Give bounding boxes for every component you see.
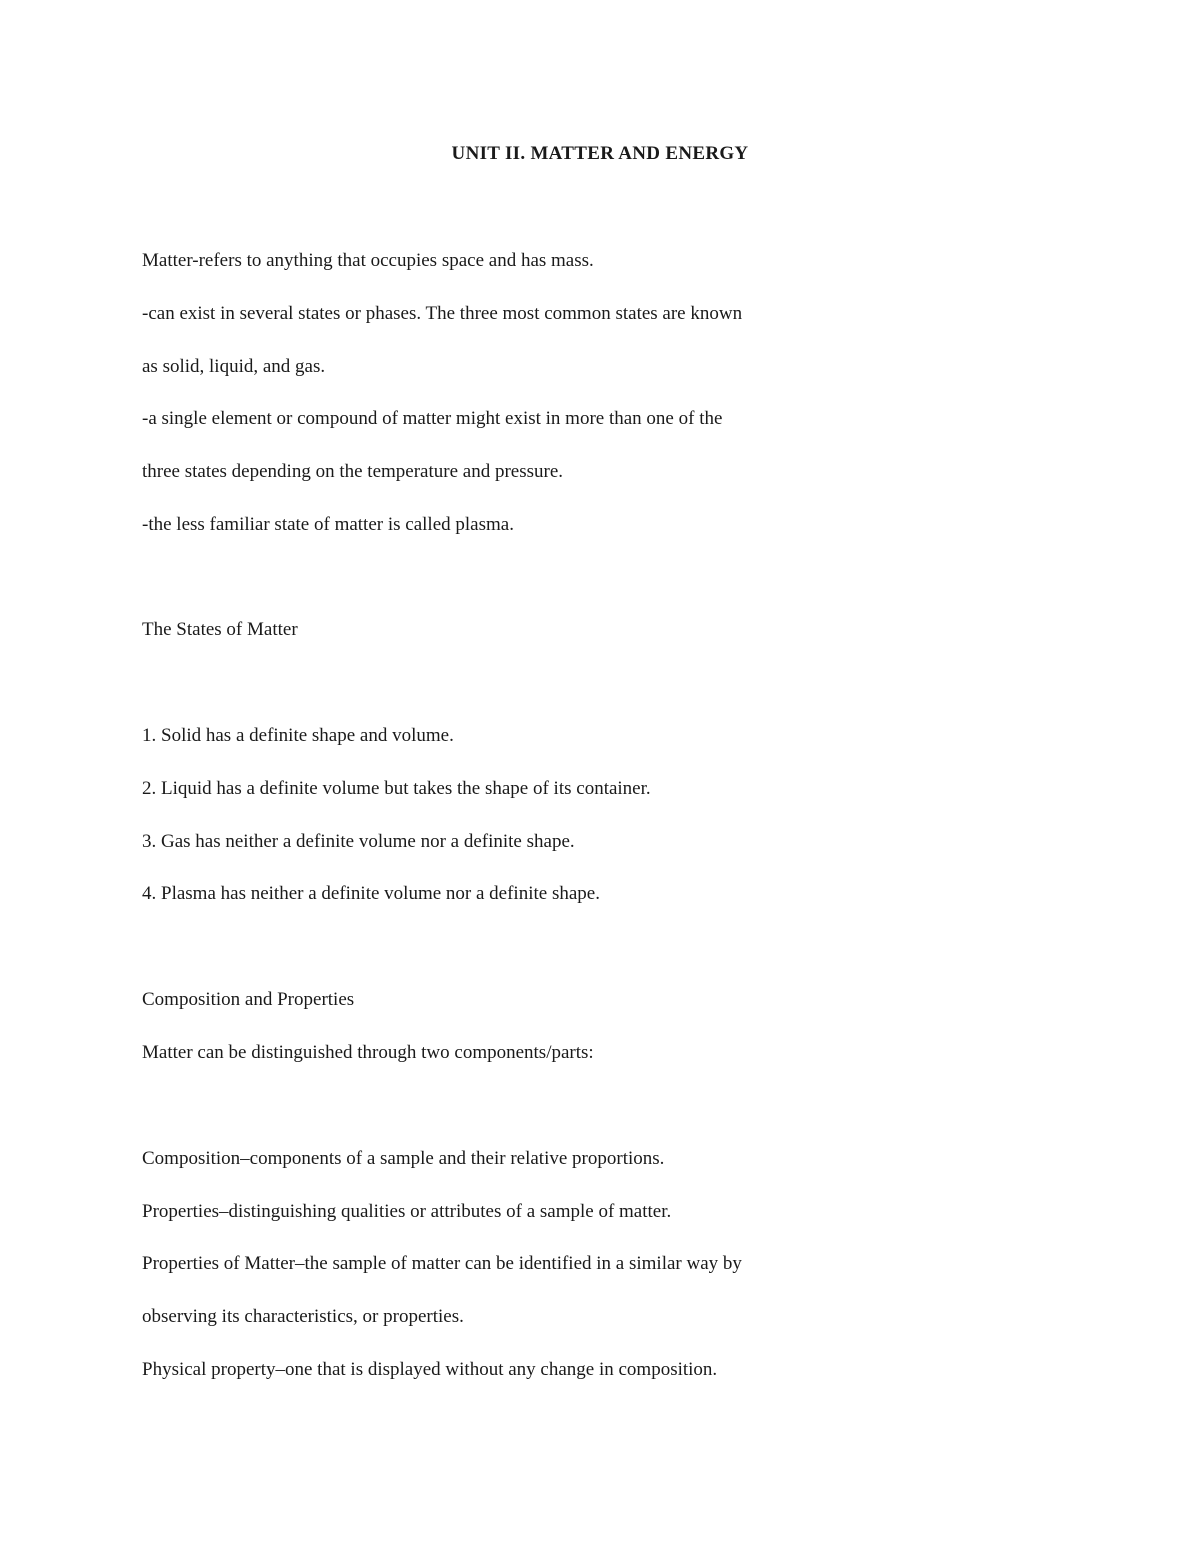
matter-states-line: -can exist in several states or phases. The three most common states are known [142,303,743,324]
document-title: UNIT II. MATTER AND ENERGY [451,143,749,164]
physical-property-line: Physical property–one that is displayed without any change in composition. [142,1359,718,1380]
matter-element-line: -a single element or compound of matter might exist in more than one of the [142,408,723,429]
matter-states-line-cont: as solid, liquid, and gas. [142,356,326,377]
properties-of-matter-line-cont: observing its characteristics, or properties. [142,1306,464,1327]
state-item-solid: 1. Solid has a definite shape and volume. [142,725,454,746]
composition-definition: Composition–components of a sample and their relative proportions. [142,1148,665,1169]
properties-of-matter-line: Properties of Matter–the sample of matter can be identified in a similar way by [142,1253,742,1274]
matter-definition-line: Matter-refers to anything that occupies space and has mass. [142,250,594,271]
matter-plasma-line: -the less familiar state of matter is called plasma. [142,514,514,535]
matter-element-line-cont: three states depending on the temperature and pressure. [142,461,564,482]
properties-definition: Properties–distinguishing qualities or attributes of a sample of matter. [142,1201,672,1222]
state-item-gas: 3. Gas has neither a definite volume nor a definite shape. [142,831,575,852]
state-item-liquid: 2. Liquid has a definite volume but takes the shape of its container. [142,778,651,799]
states-heading: The States of Matter [142,619,298,640]
state-item-plasma: 4. Plasma has neither a definite volume nor a definite shape. [142,883,600,904]
composition-heading: Composition and Properties [142,989,355,1010]
composition-intro: Matter can be distinguished through two components/parts: [142,1042,594,1063]
